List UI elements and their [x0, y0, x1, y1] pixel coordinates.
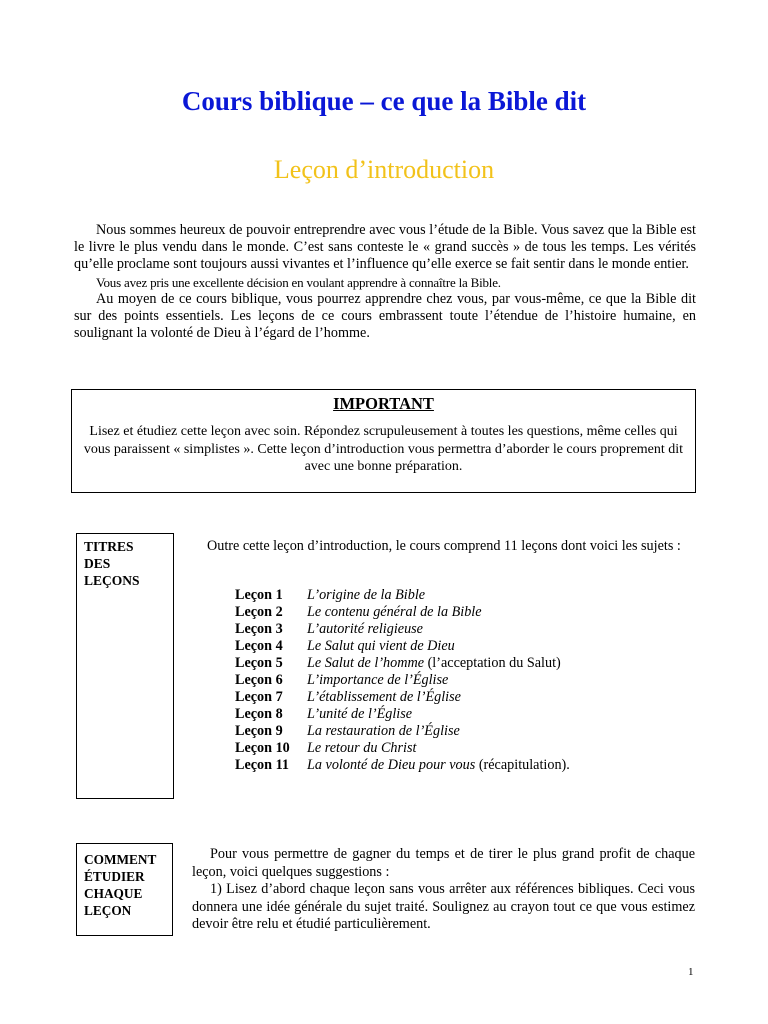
- important-text: Lisez et étudiez cette leçon avec soin. Répondez scrupuleusement à toutes les questions, même celles qui vous paraissent « simplistes ». Cette leçon d’introduction vous permettra d’aborder le cours proprement dit avec une bonne préparation.: [83, 424, 684, 474]
- lesson-number: Leçon 7: [235, 689, 283, 705]
- side-label-line: ÉTUDIER: [84, 869, 145, 884]
- lesson-item: [235, 638, 570, 655]
- lesson-number: Leçon 9: [235, 723, 283, 739]
- lesson-item: [235, 604, 570, 621]
- intro-paragraph: Nous sommes heureux de pouvoir entreprendre avec vous l’étude de la Bible. Vous savez que la Bible est le livre le plus vendu dans le monde. C’est sans conteste le « grand succès » de tous les temps. Les vérités qu’elle proclame sont toujours aussi vivantes et l’influence qu’elle exerce se fait sentir dans le monde entier.: [74, 222, 696, 273]
- side-label-line: LEÇONS: [84, 573, 140, 588]
- lesson-number: Leçon 2: [235, 604, 283, 620]
- how-paragraph: Pour vous permettre de gagner du temps et de tirer le plus grand profit de chaque leçon, voici quelques suggestions :: [192, 846, 695, 880]
- lesson-number: Leçon 6: [235, 672, 283, 688]
- intro-section: [74, 222, 696, 342]
- intro-paragraph: Au moyen de ce cours biblique, vous pourrez apprendre chez vous, par vous-même, ce que la Bible dit sur des points essentiels. Les leçons de ce cours embrassent toute l’étendue de l’histoire humaine, en soulignant la volonté de Dieu à l’égard de l’homme.: [74, 290, 696, 342]
- lesson-item: [235, 587, 570, 604]
- how-to-study-section: [192, 846, 695, 934]
- lesson-subject: Le retour du Christ: [307, 740, 417, 756]
- intro-paragraph: Vous avez pris une excellente décision en voulant apprendre à connaître la Bible.: [96, 274, 501, 290]
- lesson-number: Leçon 1: [235, 587, 283, 603]
- lesson-note: (récapitulation).: [475, 757, 570, 773]
- lesson-subject: L’importance de l’Église: [307, 672, 449, 688]
- lesson-titles-label-box: [76, 533, 174, 799]
- lesson-item: [235, 655, 570, 672]
- lesson-subject: La volonté de Dieu pour vous: [307, 757, 476, 773]
- lesson-subject: Le Salut de l’homme: [307, 655, 425, 671]
- lessons-intro: [189, 538, 685, 556]
- lesson-item: [235, 672, 570, 689]
- lesson-item: [235, 740, 570, 757]
- lesson-subject: Le contenu général de la Bible: [307, 604, 482, 620]
- how-to-study-label-box: [76, 843, 173, 936]
- side-label-line: DES: [84, 556, 111, 571]
- important-box: [71, 389, 696, 493]
- lesson-subject: L’unité de l’Église: [307, 706, 413, 722]
- lesson-subject: L’origine de la Bible: [307, 587, 426, 603]
- lesson-item: [235, 723, 570, 740]
- lesson-subject: La restauration de l’Église: [307, 723, 460, 739]
- side-label-line: TITRES: [84, 539, 134, 554]
- lesson-number: Leçon 10: [235, 740, 290, 756]
- side-label-line: COMMENT: [84, 852, 157, 867]
- lesson-item: [235, 689, 570, 706]
- lesson-item: [235, 621, 570, 638]
- lesson-subject: Le Salut qui vient de Dieu: [307, 638, 455, 654]
- important-heading: IMPORTANT: [333, 394, 434, 413]
- lesson-number: Leçon 11: [235, 757, 289, 773]
- lessons-intro-text: Outre cette leçon d’introduction, le cours comprend 11 leçons dont voici les sujets :: [207, 538, 681, 554]
- lesson-number: Leçon 5: [235, 655, 283, 671]
- lesson-subject: L’établissement de l’Église: [307, 689, 461, 705]
- lesson-note: (l’acceptation du Salut): [424, 655, 561, 671]
- lesson-number: Leçon 3: [235, 621, 283, 637]
- lesson-list: [235, 587, 570, 774]
- lesson-subject: L’autorité religieuse: [307, 621, 423, 637]
- lesson-subtitle: Leçon d’introduction: [273, 155, 495, 184]
- side-label-line: CHAQUE: [84, 886, 143, 901]
- lesson-item: [235, 706, 570, 723]
- page-number: 1: [688, 966, 694, 978]
- how-paragraph: 1) Lisez d’abord chaque leçon sans vous arrêter aux références bibliques. Ceci vous donnera une idée générale du sujet traité. Soulignez au crayon tout ce que vous estimez devoir être relu et étudié particulièrement.: [192, 881, 695, 932]
- lesson-number: Leçon 4: [235, 638, 283, 654]
- document-title: Cours biblique – ce que la Bible dit: [181, 86, 587, 116]
- lesson-item: [235, 757, 570, 774]
- lesson-number: Leçon 8: [235, 706, 283, 722]
- side-label-line: LEÇON: [84, 903, 132, 918]
